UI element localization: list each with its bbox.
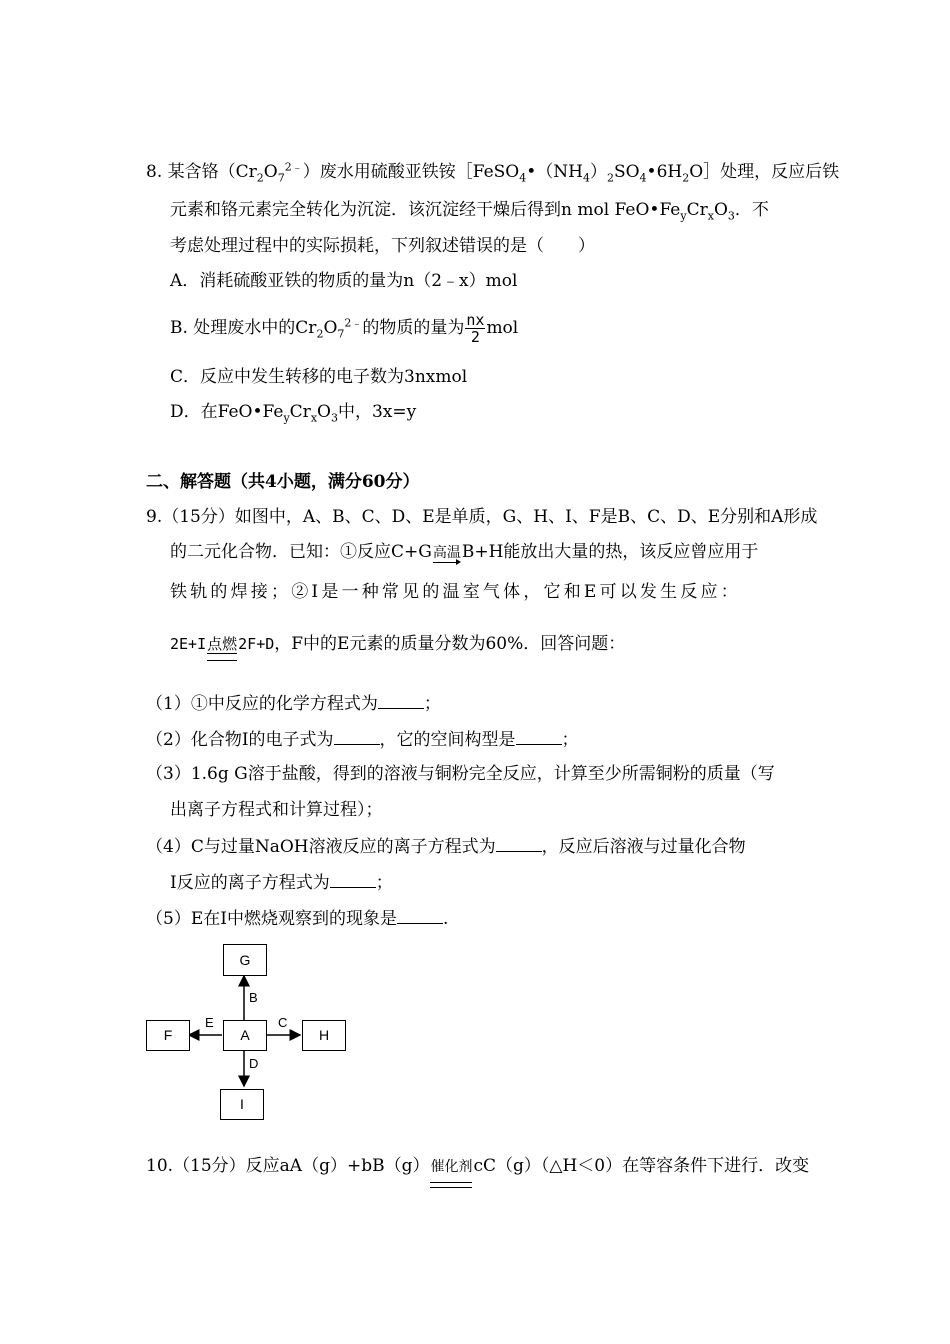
q8-option-a: A．消耗硫酸亚铁的物质的量为n（2﹣x）mol xyxy=(170,271,518,291)
box-i: I xyxy=(220,1089,264,1120)
q8-option-d: D．在$FeO•Fe_yCr_xO_3$中，3x=y xyxy=(170,402,417,425)
q9-sub-4b: Ⅰ反应的离子方程式为 ； xyxy=(170,869,393,895)
edge-label-c: C xyxy=(278,1015,288,1030)
q9-sub-3b: 出离子方程式和计算过程）； xyxy=(170,800,383,820)
q8-option-c: C．反应中发生转移的电子数为3nxmol xyxy=(170,367,468,387)
q9-line-3: 铁轨的焊接；②I是一种常见的温室气体，它和E可以发生反应： xyxy=(170,582,741,602)
q9-sub-5: （5）E在I中燃烧观察到的现象是 . xyxy=(146,905,448,931)
q9-line-4: 2E+I 点燃 2F+D，F中的E元素的质量分数为60%．回答问题： xyxy=(170,632,625,661)
edge-label-b: B xyxy=(249,990,258,1005)
q8-line-1: 8. 某含铬$(Cr_2O_7^{2﹣})$废水用硫酸亚铁铵$[FeSO_4•(NH_4)_2SO_4•6H_2O]$处理，反应后铁 xyxy=(146,160,840,185)
q8-line-2: 元素和铬元素完全转化为沉淀．该沉淀经干燥后得到n mol $FeO•Fe_yCr_xO_3$．不 xyxy=(170,200,769,223)
box-h: H xyxy=(302,1020,346,1051)
reaction-condition-high-temp: 高温 xyxy=(433,546,461,566)
q9-sub-1: （1）①中反应的化学方程式为 ； xyxy=(146,690,441,716)
q9-line-1: 9.（15分）如图中，A、B、C、D、E是单质，G、H、I、F是B、C、D、E分别和A形成 xyxy=(146,507,818,527)
q9-line-2: 的二元化合物．已知：①反应C+G 高温 B+H能放出大量的热，该反应曾应用于 xyxy=(170,540,758,566)
box-f: F xyxy=(146,1020,190,1051)
edge-label-d: D xyxy=(249,1056,259,1071)
edge-label-e: E xyxy=(205,1015,214,1030)
reaction-condition-ignite: 点燃 xyxy=(207,637,237,661)
box-g: G xyxy=(223,944,267,976)
section-heading: 二、解答题（共4小题，满分60分） xyxy=(146,472,420,492)
fraction-nx-over-2: $\frac{nx}{2}$ xyxy=(466,311,485,346)
q8-line-3: 考虑处理过程中的实际损耗，下列叙述错误的是（ ） xyxy=(170,236,595,256)
box-a: A xyxy=(223,1020,267,1051)
q9-sub-4a: （4）C与过量NaOH溶液反应的离子方程式为 ，反应后溶液与过量化合物 xyxy=(146,833,746,859)
reaction-condition-catalyst: 催化剂 xyxy=(430,1160,472,1188)
q9-sub-3a: （3）1.6g G溶于盐酸，得到的溶液与铜粉完全反应，计算至少所需铜粉的质量（写 xyxy=(146,764,775,784)
q8-option-b: B. 处理废水中的$Cr_2O_7^{2﹣}$的物质的量为 $\frac{nx}{2}$ mol xyxy=(170,311,519,346)
q10-line-1: 10.（15分）反应aA（g）+bB（g） 催化剂 cC（g）（△H＜0）在等容条件下进行．改变 xyxy=(146,1154,809,1188)
q9-sub-2: （2）化合物Ⅰ的电子式为 ，它的空间构型是 ； xyxy=(146,726,579,752)
